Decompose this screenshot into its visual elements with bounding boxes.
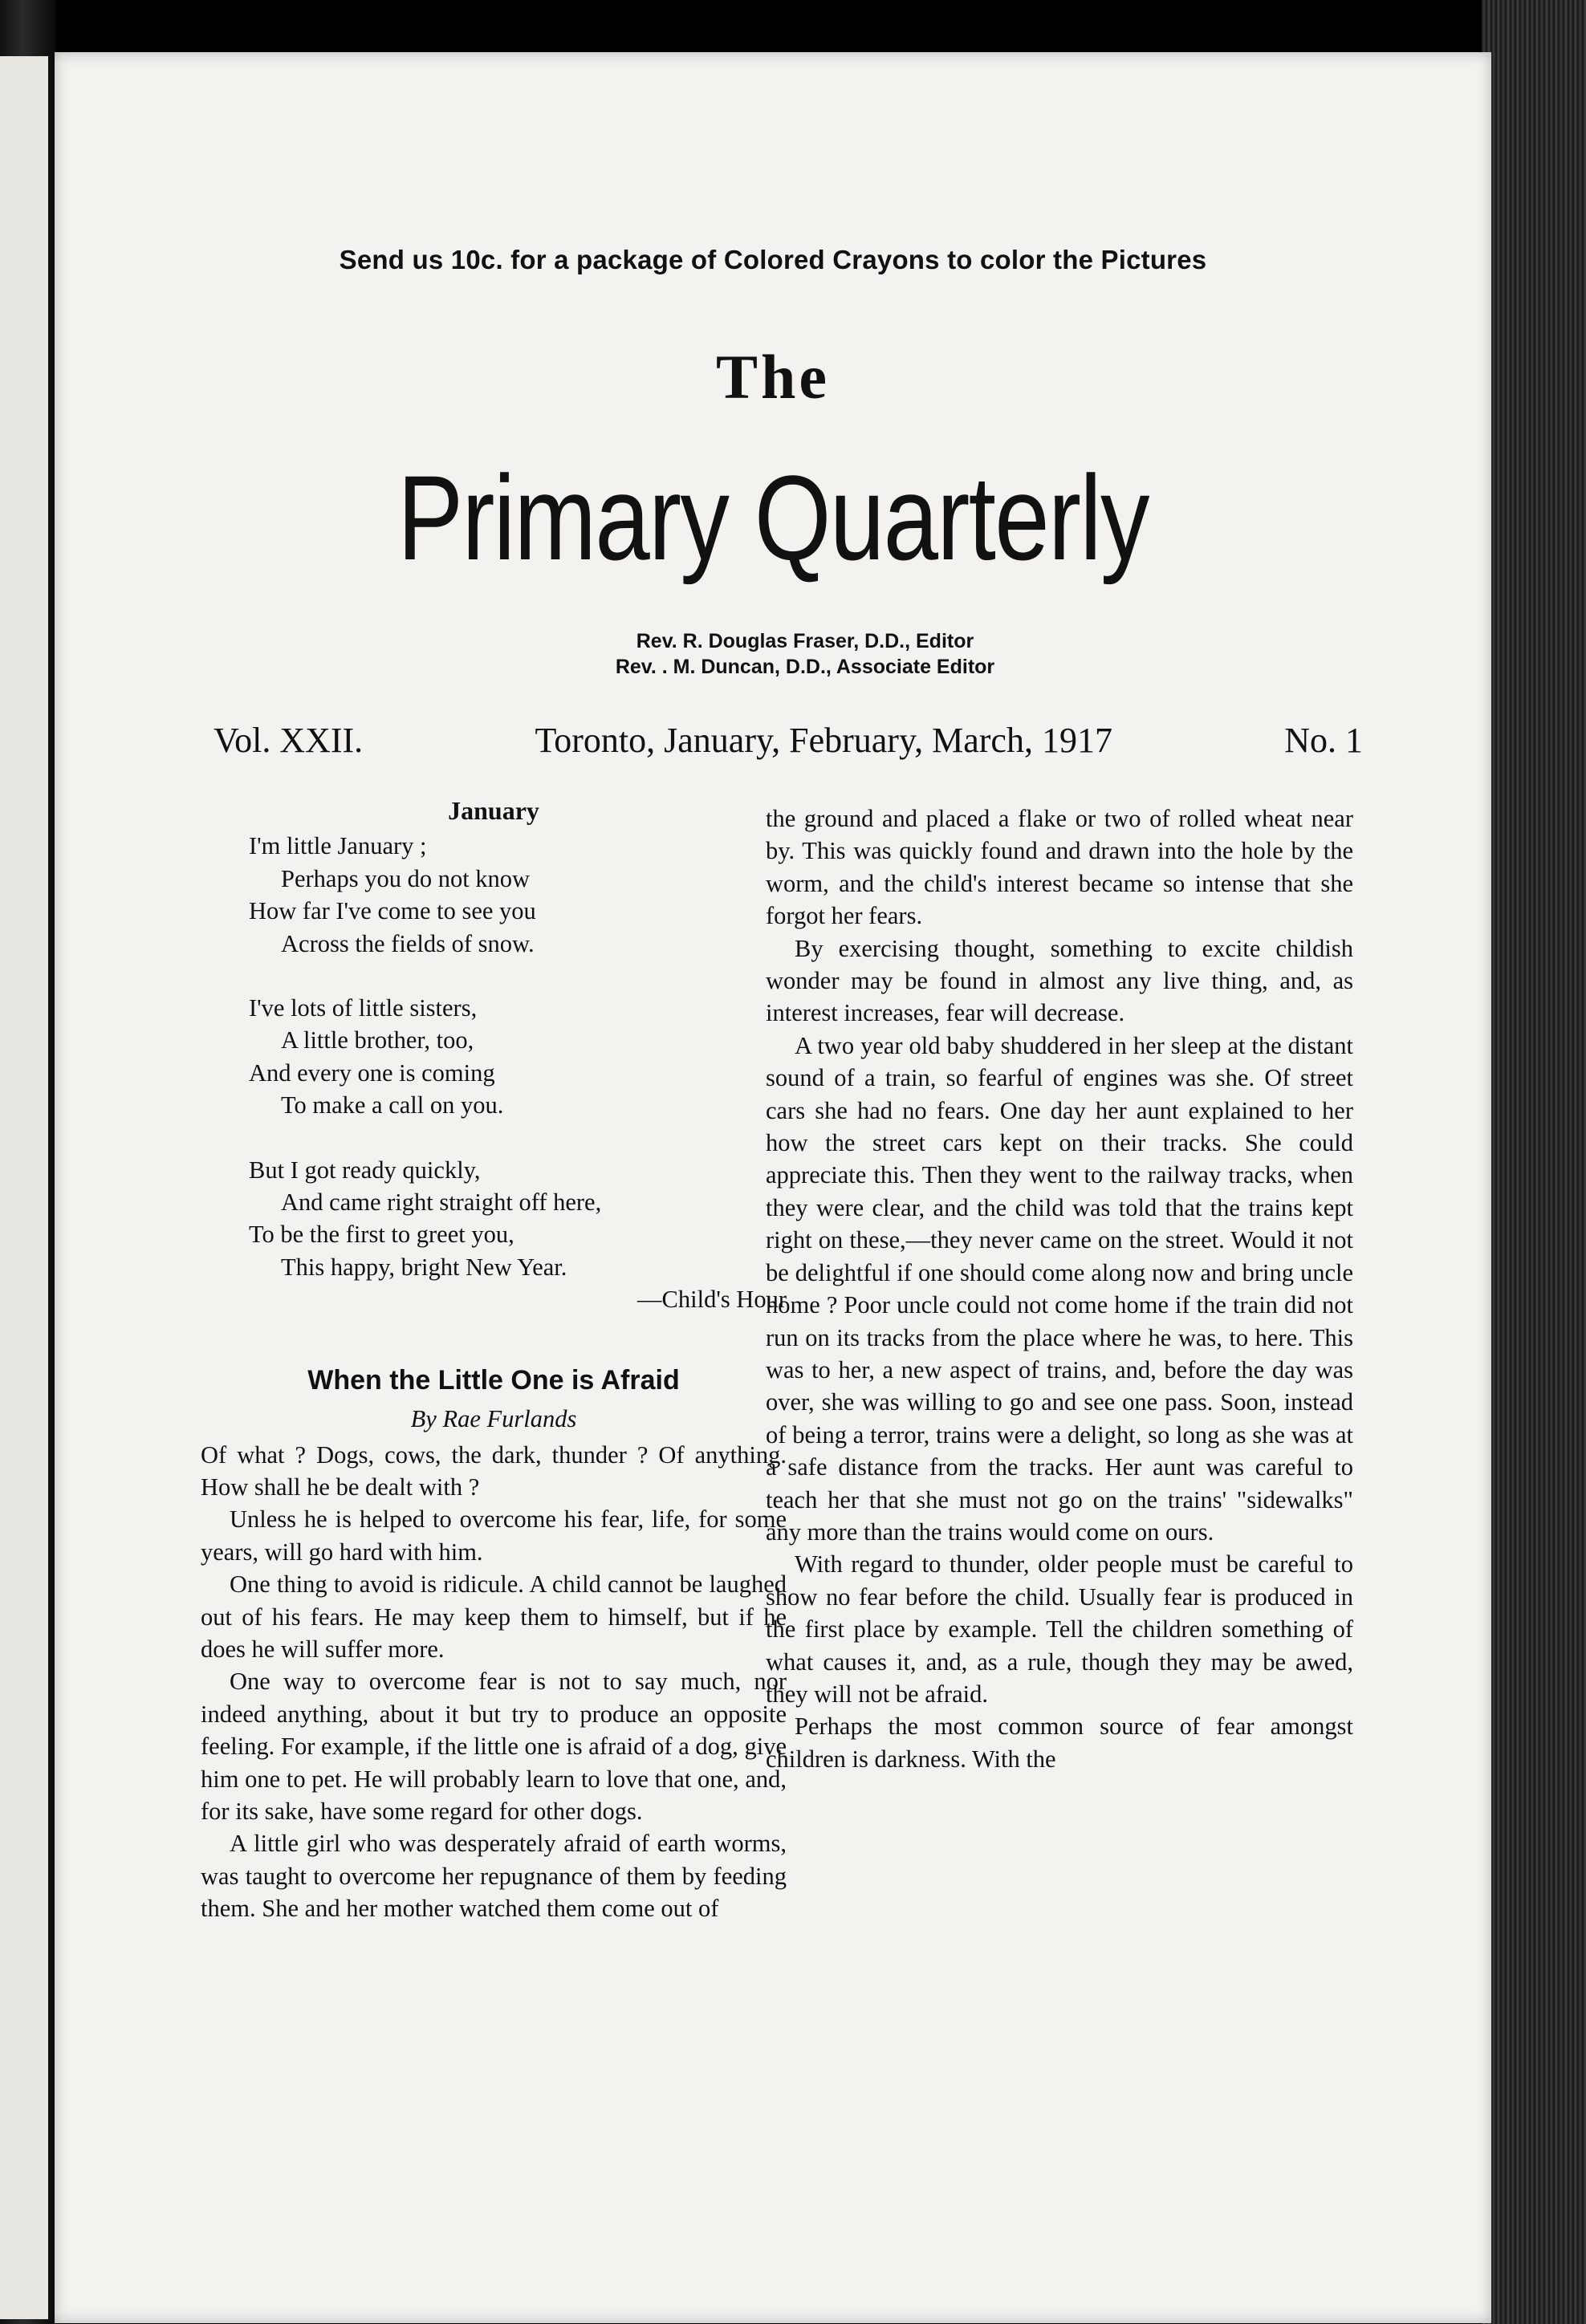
issue-number: No. 1 [1284, 721, 1363, 760]
article-paragraph: A little girl who was desperately afraid of earth worms, was taught to overcome her repugnance of them by feeding them. She and her mother watched them come out of [201, 1830, 787, 1923]
place-and-date: Toronto, January, February, March, 1917 [535, 721, 1112, 760]
poem-title: January [448, 796, 539, 825]
article-paragraph: Unless he is helped to overcome his fear, life, for some years, will go hard with him. [201, 1505, 787, 1566]
article-title: When the Little One is Afraid [307, 1364, 680, 1396]
article-paragraph: Of what ? Dogs, cows, the dark, thunder ? Of anything. How shall he be dealt with ? [201, 1440, 787, 1501]
article-paragraph: Perhaps the most common source of fear amongst children is darkness. With the [766, 1713, 1353, 1773]
editor-line: Rev. R. Douglas Fraser, D.D., Editor [636, 630, 974, 652]
article-paragraph: One way to overcome fear is not to say much, nor indeed anything, about it but try to produce an opposite feeling. For example, if the little one is afraid of a dog, give him one to pet. He will probably learn to love that one, and, for its sake, have some regard for other dogs. [201, 1668, 787, 1825]
editor-credits [55, 628, 1491, 680]
poem-line: And came right straight off here, [281, 1188, 602, 1217]
poem [201, 830, 787, 1283]
masthead-title: Primary Quarterly [397, 450, 1149, 585]
poem-line: But I got ready quickly, [249, 1156, 481, 1184]
left-column [201, 794, 787, 1925]
article-byline: By Rae Furlands [410, 1405, 577, 1433]
poem-stanza [201, 992, 787, 1122]
book-binding [1482, 0, 1586, 2324]
poem-stanza [201, 1154, 787, 1284]
volume-number: Vol. XXII. [214, 721, 364, 760]
article-paragraph: the ground and placed a flake or two of rolled wheat near by. This was quickly found and drawn into the hole by the worm, and the child's interest became so intense that she forgot her fears. [766, 805, 1353, 930]
poem-line: How far I've come to see you [249, 897, 536, 925]
previous-page-edge [0, 56, 48, 2319]
crayon-notice: Send us 10c. for a package of Colored Crayons to color the Pictures [339, 245, 1207, 274]
poem-line: A little brother, too, [281, 1026, 474, 1054]
associate-editor-line: Rev. . M. Duncan, D.D., Associate Editor [615, 656, 995, 678]
poem-line: This happy, bright New Year. [281, 1253, 567, 1281]
poem-line: Across the fields of snow. [281, 929, 535, 957]
masthead-the: The [715, 342, 831, 412]
right-column [766, 802, 1353, 1775]
article-paragraph: With regard to thunder, older people must be careful to show no fear before the child. Usually fear is produced in the first place by example. Tell the children something of what causes it, and, as a rule, though they may be awed, they will not be afraid. [766, 1550, 1353, 1708]
poem-attribution: —Child's Hour [637, 1286, 787, 1314]
poem-line: I've lots of little sisters, [249, 994, 478, 1022]
issue-dateline [214, 720, 1363, 761]
poem-line: Perhaps you do not know [281, 864, 531, 892]
poem-stanza [201, 830, 787, 960]
article-paragraph: A two year old baby shuddered in her sleep at the distant sound of a train, so fearful of engines was she. Of street cars she had no fears. One day her aunt explained to her how the street cars kept on their tracks. She could appreciate this. Then they went to the railway tracks, when they were clear, and the child was told that the trains kept right on these,—they never came on the street. Would it not be delightful if one should come along now and bring uncle home ? Poor uncle could not come home if the train did not run on its tracks from the place where he was, to here. This was to her, a new aspect of trains, and, before the day was over, she was willing to go and see one pass. Soon, instead of being a terror, trains were a delight, so long as she was at a safe distance from the tracks. Her aunt was careful to teach her that she must not go on the trains' "sidewalks" any more than the trains would come on ours. [766, 1031, 1353, 1546]
poem-line: I'm little January ; [249, 832, 427, 860]
poem-line: And every one is coming [249, 1058, 495, 1087]
article-paragraph: By exercising thought, something to excite childish wonder may be found in almost any live thing, and, as interest increases, fear will decrease. [766, 934, 1353, 1027]
article-paragraph: One thing to avoid is ridicule. A child cannot be laughed out of his fears. He may keep them to himself, but if he does he will suffer more. [201, 1570, 787, 1663]
poem-line: To make a call on you. [281, 1091, 504, 1119]
poem-line: To be the first to greet you, [249, 1221, 514, 1249]
magazine-page [55, 52, 1491, 2323]
